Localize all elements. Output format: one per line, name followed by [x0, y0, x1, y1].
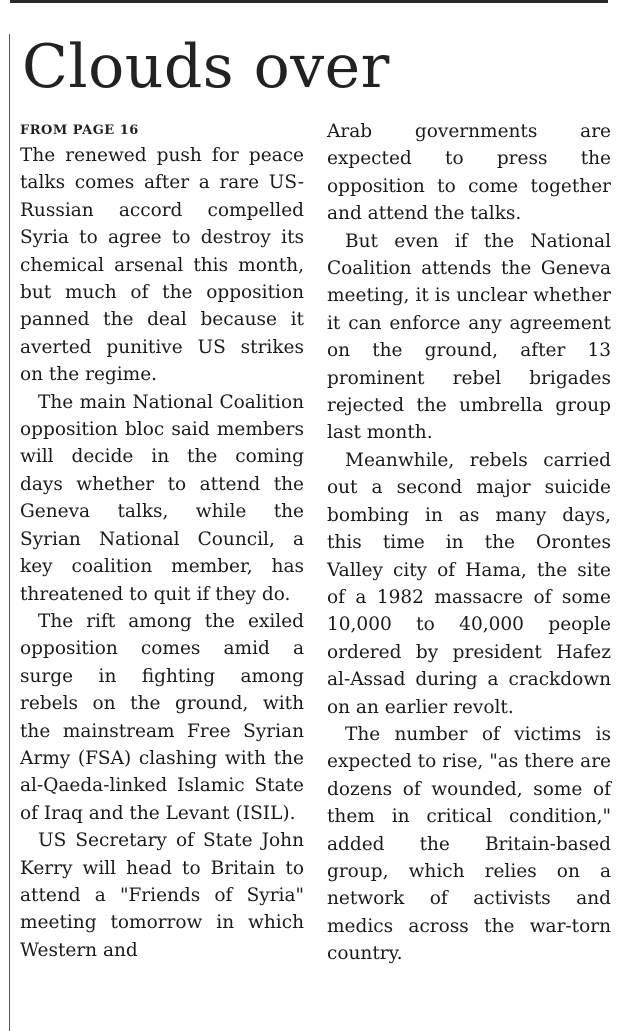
paragraph: The number of victims is expected to rise, "as there are dozens of wounded, some of them in critical condition," added the Britain-based group, which relies on a network of activists and medics across the war-torn country. [327, 723, 611, 965]
paragraph: US Secretary of State John Kerry will head to Britain to attend a "Friends of Syria" meeting tomorrow in which Western and [20, 830, 304, 961]
paragraph: Arab governments are expected to press the opposition to come together and attend the talks. [327, 121, 611, 225]
right-column [327, 118, 611, 968]
jump-line: FROM PAGE 16 [20, 123, 139, 138]
column-rule [9, 34, 10, 1031]
top-rule [10, 0, 608, 3]
paragraph: But even if the National Coalition attends the Geneva meeting, it is unclear whether it can enforce any agreement on the ground, after 13 prominent rebel brigades rejected the umbrella group last month. [327, 230, 611, 444]
headline: Clouds over [22, 32, 390, 102]
paragraph: Meanwhile, rebels carried out a second major suicide bombing in as many days, this time in the Orontes Valley city of Hama, the site of a 1982 massacre of some 10,000 to 40,000 people ordered by president Hafez al-Assad during a crackdown on an earlier revolt. [327, 449, 611, 718]
paragraph: The main National Coalition opposition bloc said members will decide in the coming days whether to attend the Geneva talks, while the Syrian National Council, a key coalition member, has threatened to quit if they do. [20, 391, 304, 605]
left-column [20, 118, 304, 964]
paragraph: The renewed push for peace talks comes after a rare US-Russian accord compelled Syria to agree to destroy its chemical arsenal this month, but much of the opposition panned the deal because it averted punitive US strikes on the regime. [20, 145, 304, 386]
paragraph: The rift among the exiled opposition comes amid a surge in fighting among rebels on the ground, with the mainstream Free Syrian Army (FSA) clashing with the al-Qaeda-linked Islamic State of Iraq and the Levant (ISIL). [20, 610, 304, 824]
